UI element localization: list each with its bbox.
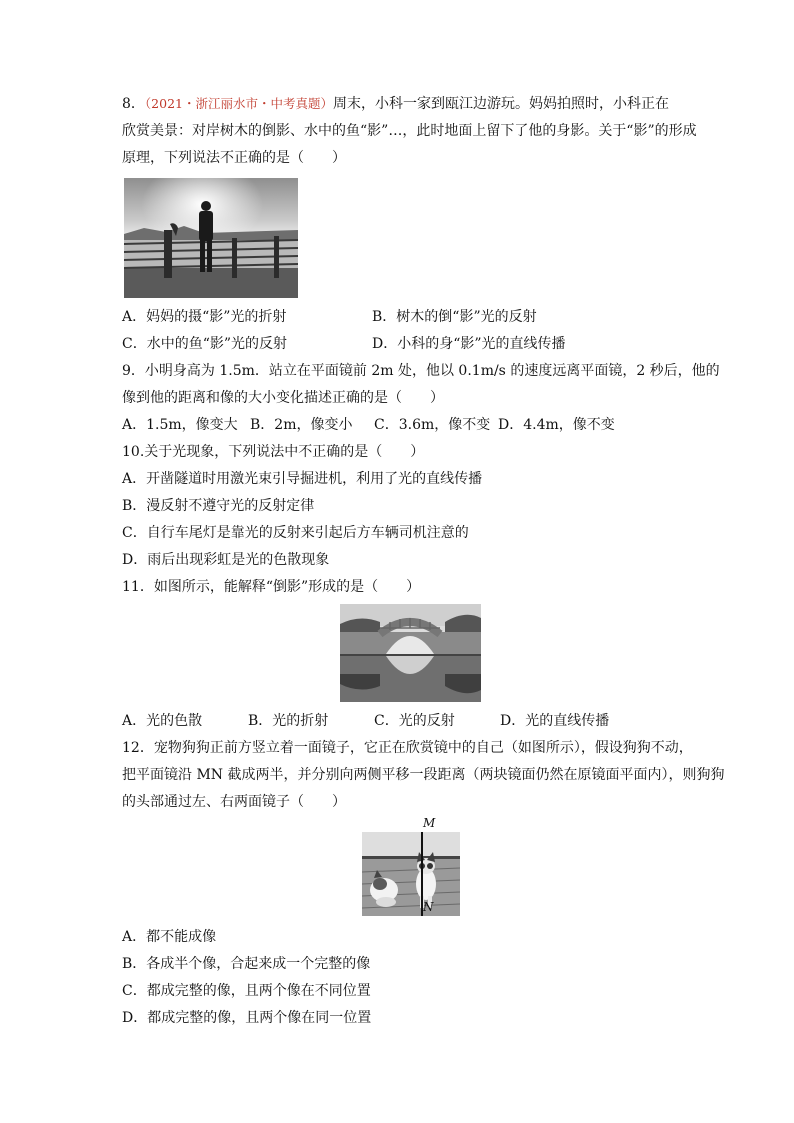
q12-line1: 12．宠物狗狗正前方竖立着一面镜子，它正在欣赏镜中的自己（如图所示），假设狗狗不动， — [122, 740, 693, 756]
q12-option-c: C．都成完整的像，且两个像在不同位置 — [122, 983, 371, 999]
q10-option-a: A．开凿隧道时用激光束引导掘进机，利用了光的直线传播 — [122, 471, 483, 487]
q11-option-b: B．光的折射 — [248, 713, 329, 729]
dog-mirror-photo — [362, 832, 460, 916]
q8-line1 — [122, 94, 669, 114]
q8-option-a: A．妈妈的摄“影”光的折射 — [122, 309, 287, 325]
q9-option-a: A．1.5m，像变大 — [122, 417, 238, 433]
q9-line2: 像到他的距离和像的大小变化描述正确的是（ ） — [122, 390, 444, 406]
q12-option-b: B．各成半个像，合起来成一个完整的像 — [122, 956, 371, 972]
q12-line2: 把平面镜沿 MN 截成两半，并分别向两侧平移一段距离（两块镜面仍然在原镜面平面内），则狗狗 — [122, 767, 725, 783]
q11-option-c: C．光的反射 — [374, 713, 455, 729]
mirror-label-n: N — [423, 900, 434, 914]
q8-option-c: C．水中的鱼“影”光的反射 — [122, 336, 288, 352]
q10-option-b: B．漫反射不遵守光的反射定律 — [122, 498, 315, 514]
q9-option-b: B．2m，像变小 — [250, 417, 353, 433]
q12-line3: 的头部通过左、右两面镜子（ ） — [122, 794, 346, 810]
q8-source: （2021・浙江丽水市・中考真题） — [144, 96, 333, 111]
q8-option-d: D．小科的身“影”光的直线传播 — [372, 336, 566, 352]
sunset-photo — [124, 178, 298, 298]
q11-line1: 11．如图所示，能解释“倒影”形成的是（ ） — [122, 579, 421, 595]
q11-option-d: D．光的直线传播 — [500, 713, 610, 729]
mirror-label-m: M — [423, 816, 436, 830]
bridge-reflection-photo — [340, 604, 481, 702]
q10-line1: 10.关于光现象，下列说法中不正确的是（ ） — [122, 444, 425, 460]
q12-option-a: A．都不能成像 — [122, 929, 217, 945]
q8-text: 周末，小科一家到瓯江边游玩。妈妈拍照时，小科正在 — [332, 96, 669, 112]
q10-option-c: C．自行车尾灯是靠光的反射来引起后方车辆司机注意的 — [122, 525, 469, 541]
q8-option-b: B．树木的倒“影”光的反射 — [372, 309, 537, 325]
q8-line3: 原理，下列说法不正确的是（ ） — [122, 150, 346, 166]
q8-number: 8． — [122, 96, 145, 112]
q11-option-a: A．光的色散 — [122, 713, 203, 729]
q8-line2: 欣赏美景：对岸树木的倒影、水中的鱼“影”…，此时地面上留下了他的身影。关于“影”的形成 — [122, 123, 697, 139]
q10-option-d: D．雨后出现彩虹是光的色散现象 — [122, 552, 330, 568]
q12-option-d: D．都成完整的像，且两个像在同一位置 — [122, 1010, 372, 1026]
q9-option-d: D．4.4m，像不变 — [498, 417, 615, 433]
q9-option-c: C．3.6m，像不变 — [374, 417, 491, 433]
q9-line1: 9．小明身高为 1.5m．站立在平面镜前 2m 处，他以 0.1m/s 的速度远离平面镜，2 秒后，他的 — [122, 363, 720, 379]
